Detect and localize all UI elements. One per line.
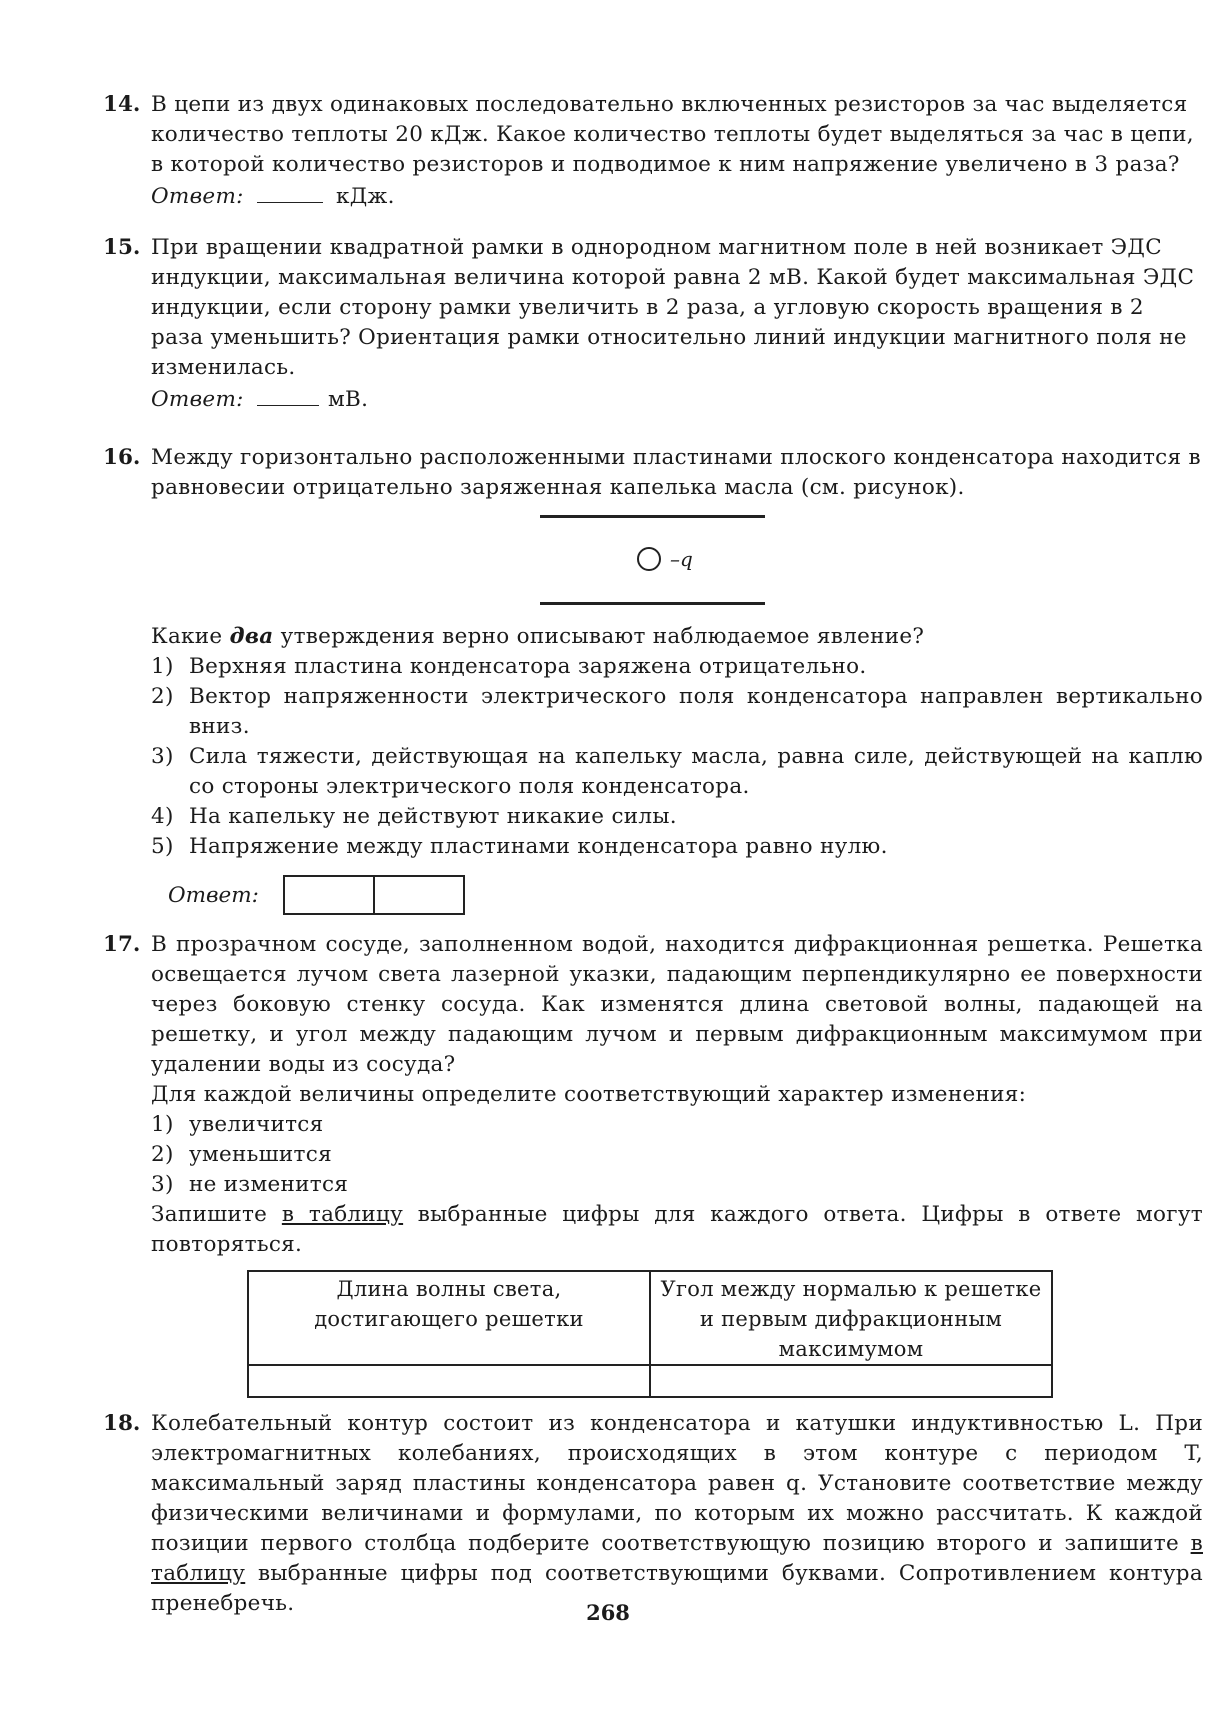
answer-label: Ответ:: [168, 883, 259, 908]
option-number: 1): [151, 654, 174, 679]
instruction-text: выбранные цифры для каждого ответа. Цифры в ответе могут повторяться.: [151, 1202, 1204, 1257]
task-16-question: [103, 622, 1203, 862]
question-emphasis: два: [229, 624, 274, 649]
table-header-row: [248, 1271, 1052, 1365]
answer-cell-2[interactable]: [373, 875, 465, 915]
instruction-text: Запишите: [151, 1202, 282, 1227]
answer-label: Ответ:: [151, 184, 244, 209]
capacitor-figure: [540, 515, 765, 605]
task-text-part: Колебательный контур состоит из конденсатора и катушки индуктивностью L. При электромагнитных колебаниях, происходящих в этом контуре с периодом T, максимальный заряд пластины конденсатора равен q. Установите соответствие между физическими величинами и формулами, по которым их можно рассчитать. К каждой позиции первого столбца подберите соответствующую позицию второго и запишите: [151, 1411, 1203, 1556]
option-number: 5): [151, 834, 174, 859]
answer-blank[interactable]: [257, 180, 323, 203]
option-item: [151, 1110, 1203, 1140]
answer-cell-1[interactable]: [283, 875, 375, 915]
question-line: [151, 622, 1203, 652]
option-text: не изменится: [189, 1172, 349, 1197]
task-15: [103, 233, 1203, 415]
task-text-line: При вращении квадратной рамки в однородном магнитном поле в ней возникает ЭДС: [151, 235, 1162, 260]
answer-blank[interactable]: [257, 383, 319, 406]
task-18: [103, 1409, 1203, 1619]
task-number: 14.: [103, 92, 141, 117]
option-text: Сила тяжести, действующая на капельку масла, равна силе, действующей на каплю со стороны электрического поля конденсатора.: [189, 744, 1203, 799]
charge-label: –q: [670, 547, 693, 571]
task-text-line: изменилась.: [151, 355, 296, 380]
table-header-cell: Длина волны света, достигающего решетки: [248, 1271, 650, 1365]
task-text: [151, 1409, 1203, 1619]
task-text-line: количество теплоты 20 кДж. Какое количество теплоты будет выделяться за час в цепи,: [151, 122, 1194, 147]
option-item: [151, 682, 1203, 742]
answer-line: [151, 383, 1203, 415]
task-text-line: равновесии отрицательно заряженная капелька масла (см. рисунок).: [151, 475, 965, 500]
option-text: Напряжение между пластинами конденсатора равно нулю.: [189, 834, 888, 859]
answer-label: Ответ:: [151, 387, 244, 412]
option-item: [151, 832, 1203, 862]
option-number: 3): [151, 744, 174, 769]
answer-table: [247, 1270, 1053, 1398]
answer-line: [151, 180, 1203, 212]
answer-unit: кДж.: [335, 184, 395, 209]
page-number: 268: [586, 1600, 630, 1625]
task-17: [103, 930, 1203, 1260]
question-text: утверждения верно описывают наблюдаемое явление?: [273, 624, 925, 649]
task-text-line: Между горизонтально расположенными пластинами плоского конденсатора находится в: [151, 445, 1201, 470]
table-reference: в таблицу: [151, 1531, 1203, 1586]
task-text-line: раза уменьшить? Ориентация рамки относительно линий индукции магнитного поля не: [151, 325, 1187, 350]
capacitor-bottom-plate: [540, 602, 765, 605]
task-number: 18.: [103, 1411, 141, 1436]
options-list: [151, 652, 1203, 862]
option-item: [151, 1170, 1203, 1200]
task-16: [103, 443, 1203, 503]
task-number: 15.: [103, 235, 141, 260]
option-item: [151, 742, 1203, 802]
option-item: [151, 1140, 1203, 1170]
option-number: 1): [151, 1112, 174, 1137]
answer-unit: мВ.: [327, 387, 369, 412]
option-number: 4): [151, 804, 174, 829]
instruction-text: Для каждой величины определите соответствующий характер изменения:: [151, 1082, 1027, 1107]
table-answer-cell[interactable]: [650, 1365, 1052, 1397]
option-number: 2): [151, 684, 174, 709]
option-text: На капельку не действуют никакие силы.: [189, 804, 677, 829]
oil-drop-icon: [637, 547, 661, 571]
task-number: 16.: [103, 445, 141, 470]
write-instruction: [151, 1200, 1203, 1260]
option-text: Вектор напряженности электрического поля конденсатора направлен вертикально вниз.: [189, 684, 1203, 739]
option-number: 2): [151, 1142, 174, 1167]
option-text: уменьшится: [189, 1142, 332, 1167]
task-text-part: выбранные цифры под соответствующими буквами. Сопротивлением контура пренебречь.: [151, 1561, 1203, 1616]
task-text-line: В цепи из двух одинаковых последовательно включенных резисторов за час выделяется: [151, 92, 1188, 117]
table-answer-row: [248, 1365, 1052, 1397]
table-answer-cell[interactable]: [248, 1365, 650, 1397]
option-text: Верхняя пластина конденсатора заряжена отрицательно.: [189, 654, 867, 679]
question-text: Какие: [151, 624, 230, 649]
option-number: 3): [151, 1172, 174, 1197]
task-text-line: индукции, если сторону рамки увеличить в 2 раза, а угловую скорость вращения в 2: [151, 295, 1144, 320]
table-header-cell: Угол между нормалью к решетке и первым дифракционным максимумом: [650, 1271, 1052, 1365]
task-text-line: в которой количество резисторов и подводимое к ним напряжение увеличено в 3 раза?: [151, 152, 1180, 177]
task-number: 17.: [103, 932, 141, 957]
capacitor-top-plate: [540, 515, 765, 518]
table-reference: в таблицу: [281, 1202, 404, 1227]
option-text: увеличится: [189, 1112, 324, 1137]
task-text: В прозрачном сосуде, заполненном водой, находится дифракционная решетка. Решетка освещается лучом света лазерной указки, падающим перпендикулярно ее поверхности через боковую стенку сосуда. Как изменятся длина световой волны, падающей на решетку, и угол между падающим лучом и первым дифракционным максимумом при удалении воды из сосуда?: [151, 932, 1203, 1077]
task-14: [103, 90, 1203, 212]
task-text-line: индукции, максимальная величина которой равна 2 мВ. Какой будет максимальная ЭДС: [151, 265, 1195, 290]
option-item: [151, 652, 1203, 682]
options-list: [151, 1110, 1203, 1200]
option-item: [151, 802, 1203, 832]
